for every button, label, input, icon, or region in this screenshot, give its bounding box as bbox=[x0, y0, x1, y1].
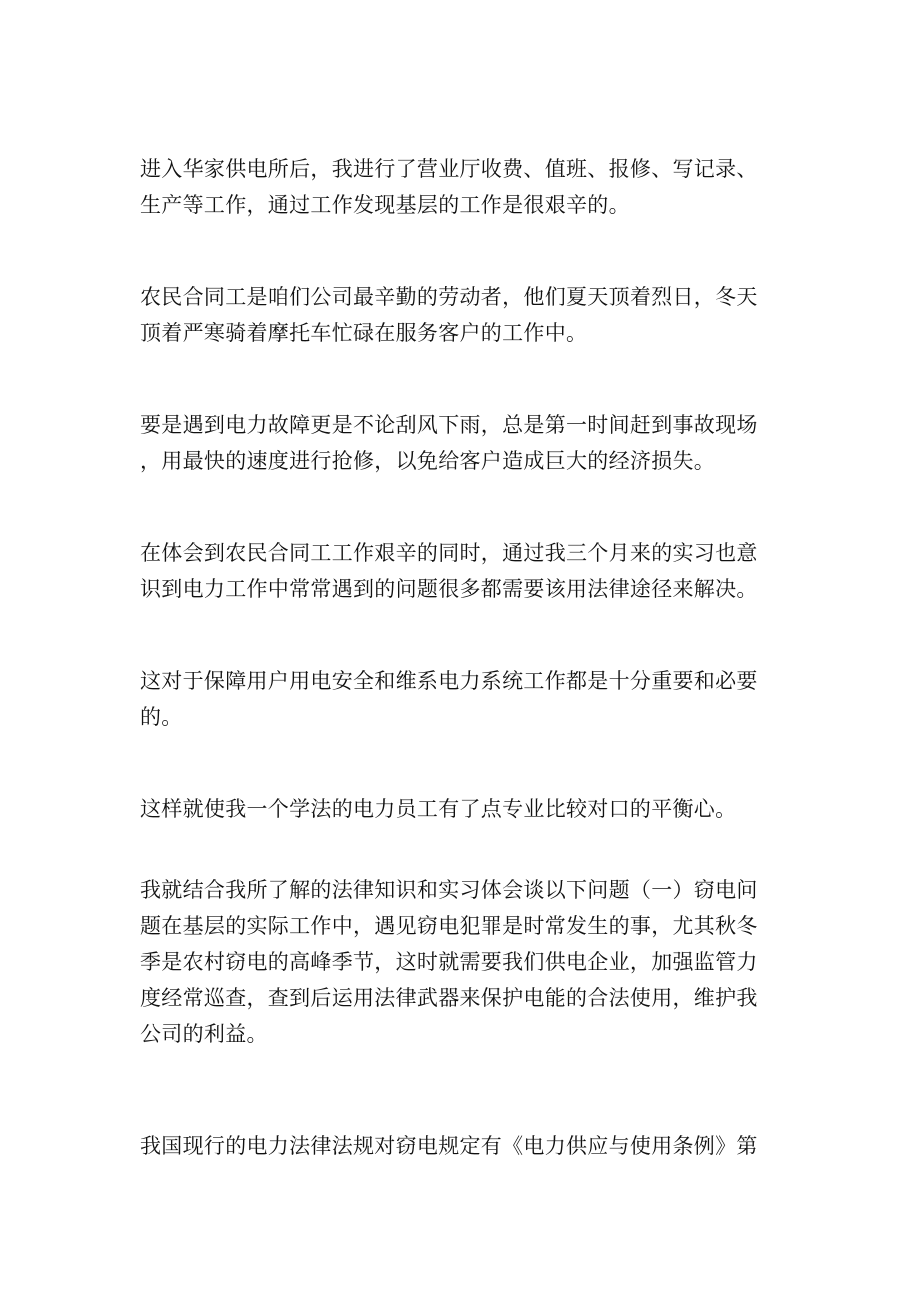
paragraph-line: 度经常巡查，查到后运用法律武器来保护电能的合法使用，维护我 bbox=[140, 986, 758, 1010]
paragraph-7 bbox=[140, 872, 780, 1052]
paragraph-line: 顶着严寒骑着摩托车忙碌在服务客户的工作中。 bbox=[140, 321, 588, 345]
paragraph-8 bbox=[140, 1128, 780, 1164]
paragraph-line: 这样就使我一个学法的电力员工有了点专业比较对口的平衡心。 bbox=[140, 797, 737, 821]
paragraph-4 bbox=[140, 535, 780, 607]
paragraph-line: 我就结合我所了解的法律知识和实习体会谈以下问题（一）窃电问 bbox=[140, 878, 758, 902]
paragraph-line: 题在基层的实际工作中，遇见窃电犯罪是时常发生的事，尤其秋冬 bbox=[140, 914, 758, 938]
paragraph-1 bbox=[140, 151, 780, 223]
paragraph-line: 生产等工作，通过工作发现基层的工作是很艰辛的。 bbox=[140, 193, 630, 217]
paragraph-line: 公司的利益。 bbox=[140, 1022, 268, 1046]
paragraph-line: 要是遇到电力故障更是不论刮风下雨，总是第一时间赶到事故现场 bbox=[140, 413, 758, 437]
paragraph-line: 的。 bbox=[140, 705, 183, 729]
paragraph-line: 这对于保障用户用电安全和维系电力系统工作都是十分重要和必要 bbox=[140, 669, 758, 693]
paragraph-line: ，用最快的速度进行抢修，以免给客户造成巨大的经济损失。 bbox=[140, 449, 716, 473]
paragraph-line: 进入华家供电所后，我进行了营业厅收费、值班、报修、写记录、 bbox=[140, 157, 758, 181]
paragraph-line: 识到电力工作中常常遇到的问题很多都需要该用法律途径来解决。 bbox=[140, 577, 758, 601]
paragraph-3 bbox=[140, 407, 780, 479]
paragraph-line: 我国现行的电力法律法规对窃电规定有《电力供应与使用条例》第 bbox=[140, 1134, 758, 1158]
paragraph-line: 季是农村窃电的高峰季节，这时就需要我们供电企业，加强监管力 bbox=[140, 950, 758, 974]
paragraph-6 bbox=[140, 791, 780, 827]
paragraph-2 bbox=[140, 279, 780, 351]
paragraph-line: 农民合同工是咱们公司最辛勤的劳动者，他们夏天顶着烈日，冬天 bbox=[140, 285, 758, 309]
paragraph-5 bbox=[140, 663, 780, 735]
paragraph-line: 在体会到农民合同工工作艰辛的同时，通过我三个月来的实习也意 bbox=[140, 541, 758, 565]
